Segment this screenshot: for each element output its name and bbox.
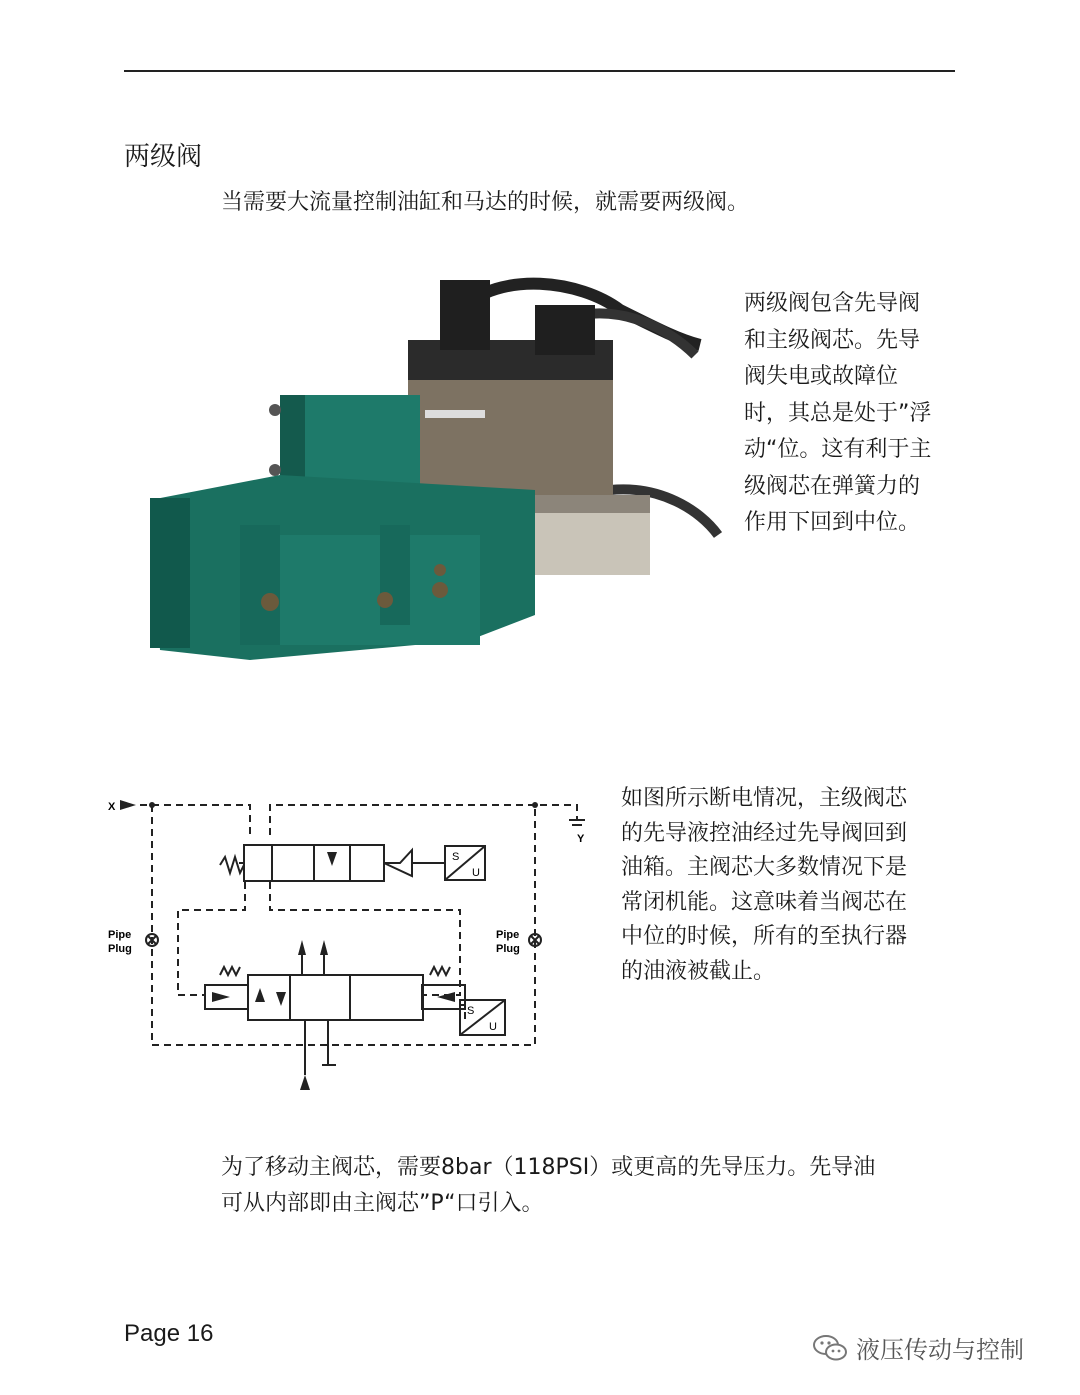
photo-caption-line: 时，其总是处于”浮 (744, 400, 932, 426)
brand-watermark (812, 1330, 1024, 1365)
hydraulic-schematic (100, 780, 620, 1100)
wechat-icon (812, 1333, 848, 1363)
two-stage-valve-photo (140, 270, 730, 670)
x-port-label: X (108, 801, 116, 813)
diagram-caption-line: 如图所示断电情况，主级阀芯 (621, 786, 908, 811)
photo-caption-line: 级阀芯在弹簧力的 (744, 473, 921, 499)
diagram-caption-line: 的先导液控油经过先导阀回到 (621, 820, 908, 846)
section-title: 两级阀 (124, 142, 203, 172)
photo-caption-line: 阀失电或故障位 (744, 364, 899, 389)
solenoid-s-label: S (452, 851, 460, 863)
solenoid-u-label: U (472, 867, 480, 879)
page-number: Page 16 (124, 1320, 214, 1347)
diagram-caption-line: 常闭机能。这意味着当阀芯在 (621, 889, 908, 915)
photo-caption (744, 286, 964, 542)
photo-caption-line: 作用下回到中位。 (744, 510, 921, 535)
y-port-label: Y (577, 833, 585, 845)
diagram-caption-line: 中位的时候，所有的至执行器 (621, 924, 908, 949)
pipe-plug-right-label: Pipe (496, 929, 520, 941)
header-rule (124, 70, 955, 72)
bottom-paragraph (221, 1150, 875, 1222)
bottom-line: 为了移动主阀芯，需要8bar（118PSI）或更高的先导压力。先导油 (221, 1155, 876, 1180)
brand-name: 液压传动与控制 (856, 1336, 1024, 1364)
photo-caption-line: 两级阀包含先导阀 (744, 291, 921, 316)
solenoid-u-label: U (489, 1021, 497, 1033)
diagram-caption (621, 782, 961, 989)
photo-caption-line: 动“位。这有利于主 (744, 437, 932, 462)
diagram-caption-line: 油箱。主阀芯大多数情况下是 (621, 855, 908, 880)
pipe-plug-left-label: Pipe (108, 929, 132, 941)
photo-caption-line: 和主级阀芯。先导 (744, 327, 921, 353)
solenoid-s-label: S (467, 1005, 475, 1017)
intro-text: 当需要大流量控制油缸和马达的时候，就需要两级阀。 (221, 190, 750, 215)
bottom-line: 可从内部即由主阀芯”P“口引入。 (221, 1191, 544, 1216)
pipe-plug-left-label: Plug (108, 943, 132, 955)
diagram-caption-line: 的油液被截止。 (621, 958, 776, 984)
pipe-plug-right-label: Plug (496, 943, 520, 955)
